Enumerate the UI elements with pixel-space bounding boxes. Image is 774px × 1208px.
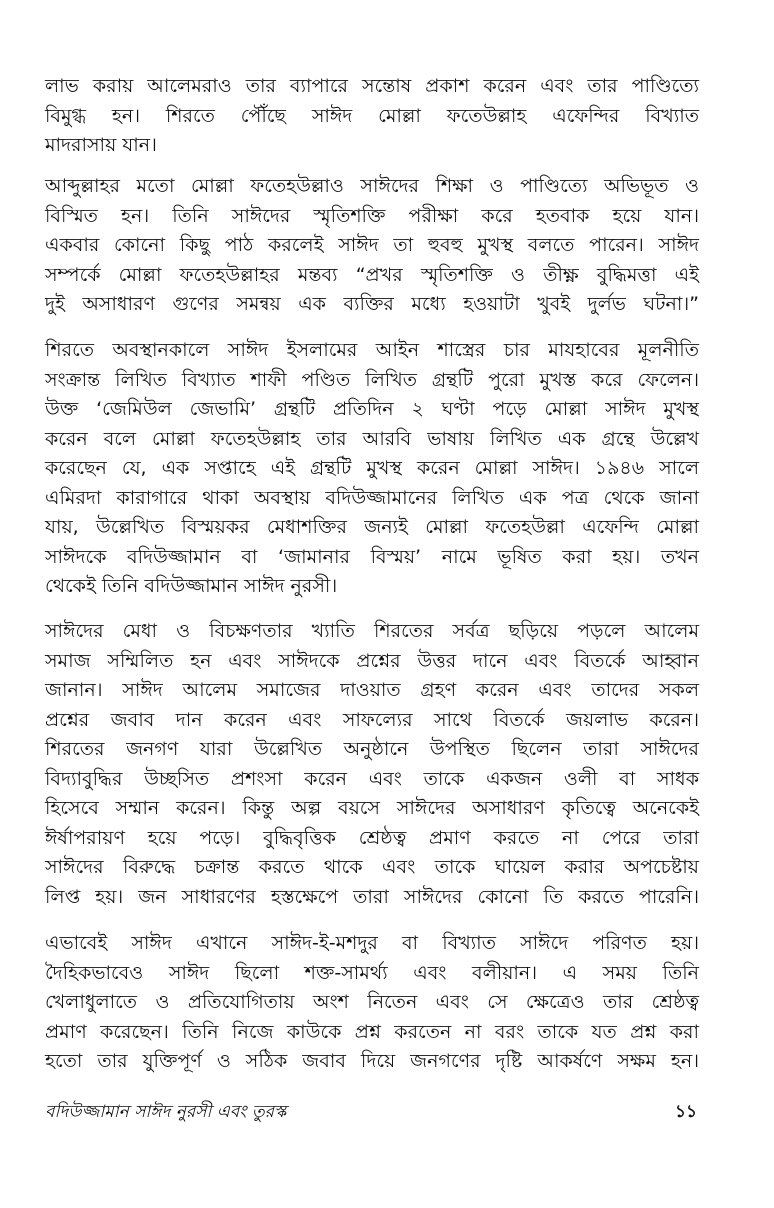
text-line: হিসেবে সম্মান করেন। কিন্তু অল্প বয়সে সাঈদের অসাধারণ কৃতিত্বে অনেকেই <box>45 797 699 819</box>
text-line: এভাবেই সাঈদ এখানে সাঈদ-ই-মশদুর বা বিখ্যাত সাঈদে পরিণত হয়। <box>45 932 699 954</box>
text-line: হতো তার যুক্তিপূর্ণ ও সঠিক জবাব দিয়ে জনগণের দৃষ্টি আকর্ষণে সক্ষম হন। <box>45 1050 699 1072</box>
text-line: সমাজ সম্মিলিত হন এবং সাঈদকে প্রশ্নের উত্তর দানে এবং বিতর্কে আহ্বান <box>45 649 699 672</box>
text-line: থেকেই তিনি বদিউজ্জামান সাঈদ নুরসী। <box>45 575 338 597</box>
paragraph-5 <box>45 929 699 1077</box>
text-line: লিপ্ত হয়। জন সাধারণের হস্তক্ষেপে তারা সাঈদের কোনো তি করতে পারেনি। <box>45 885 699 908</box>
text-line: বিমুগ্ধ হন। শিরতে পৌঁছে সাঈদ মোল্লা ফতেউল্লাহ এফেন্দির বিখ্যাত <box>45 104 699 127</box>
text-line: আব্দুল্লাহর মতো মোল্লা ফতেহউল্লাও সাঈদের শিক্ষা ও পাণ্ডিত্যে অভিভূত ও <box>45 175 699 197</box>
text-line: খেলাধুলাতে ও প্রতিযোগিতায় অংশ নিতেন এবং সে ক্ষেত্রেও তার শ্রেষ্ঠত্ব <box>45 991 699 1013</box>
text-line: যায়, উল্লেখিত বিস্ময়কর মেধাশক্তির জন্যই মোল্লা ফতেহউল্লা এফেন্দি মোল্লা <box>45 516 699 538</box>
text-line: প্রশ্নের জবাব দান করেন এবং সাফল্যের সাথে বিতর্কে জয়লাভ করেন। <box>45 708 699 731</box>
text-line: সম্পর্কে মোল্লা ফতেহউল্লাহর মন্তব্য “প্রখর স্মৃতিশক্তি ও তীক্ষ্ণ বুদ্ধিমত্তা এই <box>45 263 699 286</box>
text-line: শিরতে অবস্থানকালে সাঈদ ইসলামের আইন শাস্ত্রের চার মাযহাবের মূলনীতি <box>45 339 699 361</box>
text-line: এমিরদা কারাগারে থাকা অবস্থায় বদিউজ্জামানের লিখিত এক পত্র থেকে জানা <box>45 486 699 509</box>
text-line: করেছেন যে, এক সপ্তাহে এই গ্রন্থটি মুখস্থ করেন মোল্লা সাঈদ। ১৯৪৬ সালে <box>45 457 699 479</box>
text-line: করেন বলে মোল্লা ফতেহউল্লাহ তার আরবি ভাষায় লিখিত এক গ্রন্থে উল্লেখ <box>45 427 699 450</box>
text-line: দৈহিকভাবেও সাঈদ ছিলো শক্ত-সামর্থ্য এবং বলীয়ান। এ সময় তিনি <box>45 961 699 984</box>
text-line: শিরতের জনগণ যারা উল্লেখিত অনুষ্ঠানে উপস্থিত ছিলেন তারা সাঈদের <box>45 738 699 760</box>
text-line: সাঈদের মেধা ও বিচক্ষণতার খ্যাতি শিরতের সর্বত্র ছড়িয়ে পড়লে আলেম <box>45 620 699 642</box>
running-footer-title: বদিউজ্জামান সাঈদ নুরসী এবং তুরস্ক <box>45 1102 287 1122</box>
paragraph-2 <box>45 172 699 320</box>
text-line: প্রমাণ করেছেন। তিনি নিজে কাউকে প্রশ্ন করতেন না বরং তাকে যত প্রশ্ন করা <box>45 1020 699 1043</box>
paragraph-1 <box>45 72 699 161</box>
page-footer <box>45 1098 697 1126</box>
text-line: বিদ্যাবুদ্ধির উচ্ছসিত প্রশংসা করেন এবং তাকে একজন ওলী বা সাধক <box>45 767 699 790</box>
text-line: উক্ত ‘জেমিউল জেভামি’ গ্রন্থটি প্রতিদিন ২ ঘণ্টা পড়ে মোল্লা সাঈদ মুখস্থ <box>45 398 699 420</box>
text-line: দুই অসাধারণ গুণের সমন্বয় এক ব্যক্তির মধ্যে হওয়াটা খুবই দুর্লভ ঘটনা।” <box>45 293 699 315</box>
page-number: ১১ <box>674 1102 697 1122</box>
text-line: লাভ করায় আলেমরাও তার ব্যাপারে সন্তোষ প্রকাশ করেন এবং তার পাণ্ডিত্যে <box>45 75 699 97</box>
text-line: ঈর্ষাপরায়ণ হয়ে পড়ে। বুদ্ধিবৃত্তিক শ্রেষ্ঠত্ব প্রমাণ করতে না পেরে তারা <box>45 826 699 849</box>
text-line: সাঈদকে বদিউজ্জামান বা ‘জামানার বিস্ময়’ নামে ভূষিত করা হয়। তখন <box>45 545 699 568</box>
text-line: জানান। সাঈদ আলেম সমাজের দাওয়াত গ্রহণ করেন এবং তাদের সকল <box>45 679 699 701</box>
paragraph-4 <box>45 617 699 912</box>
text-line: মাদরাসায় যান। <box>45 134 157 156</box>
paragraph-3 <box>45 336 699 602</box>
text-line: একবার কোনো কিছু পাঠ করলেই সাঈদ তা হুবহু মুখস্থ বলতে পারেন। সাঈদ <box>45 234 699 256</box>
text-line: সংক্রান্ত লিখিত বিখ্যাত শাফী পণ্ডিত লিখিত গ্রন্থটি পুরো মুখস্ত করে ফেলেন। <box>45 368 699 391</box>
text-line: সাঈদের বিরুদ্ধে চক্রান্ত করতে থাকে এবং তাকে ঘায়েল করার অপচেষ্টায় <box>45 856 699 878</box>
text-line: বিস্মিত হন। তিনি সাঈদের স্মৃতিশক্তি পরীক্ষা করে হতবাক হয়ে যান। <box>45 204 699 227</box>
